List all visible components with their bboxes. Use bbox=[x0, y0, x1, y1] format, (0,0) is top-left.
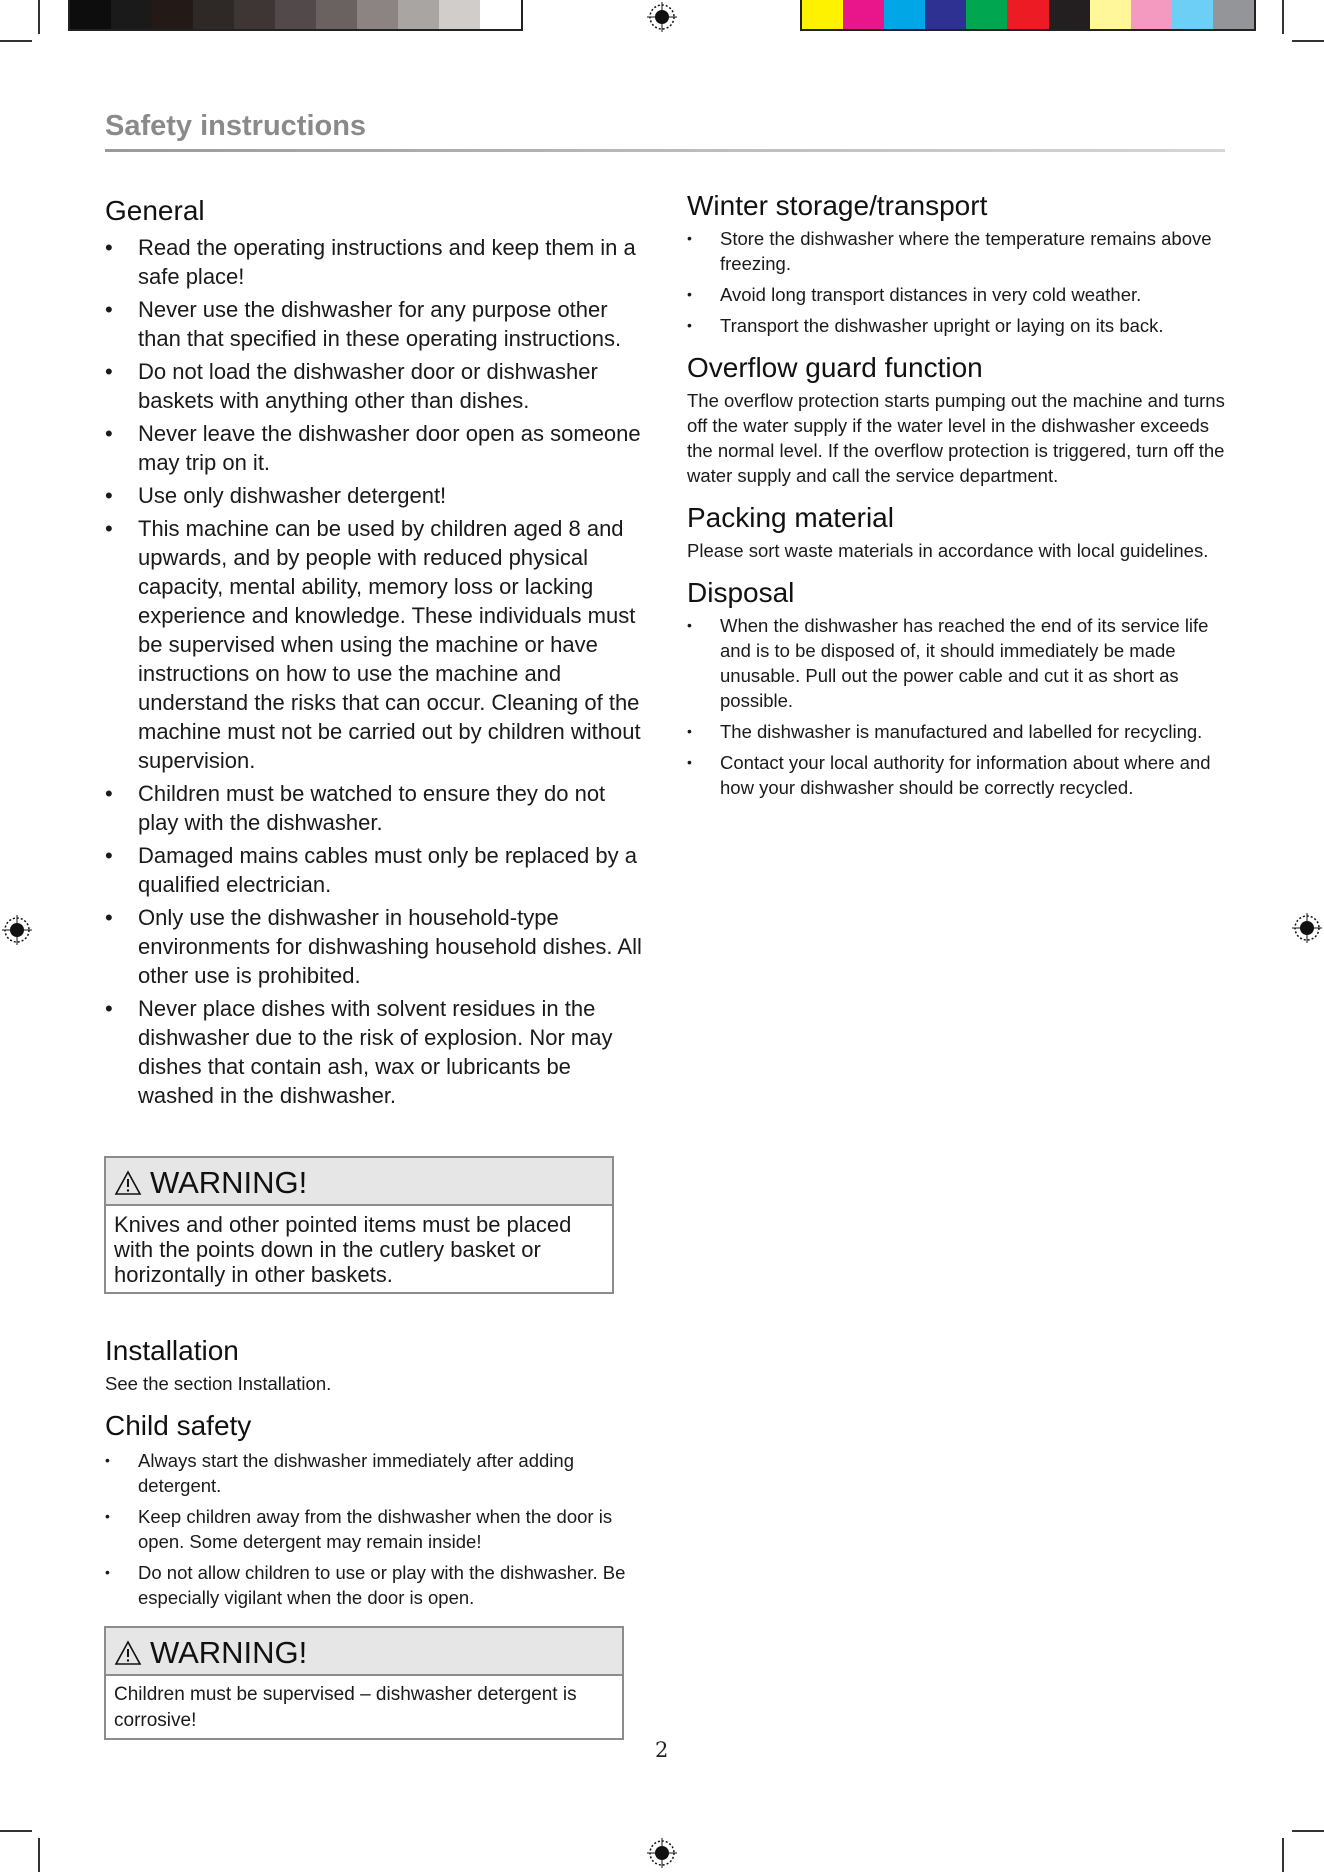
warning-triangle-icon bbox=[114, 1640, 142, 1666]
color-swatch bbox=[1007, 0, 1048, 29]
list-item: • Transport the dishwasher upright or laying on its back. bbox=[687, 313, 1227, 338]
warning-text: Children must be supervised – dishwasher detergent is corrosive! bbox=[114, 1684, 577, 1731]
crop-mark bbox=[1292, 40, 1324, 42]
color-swatch bbox=[966, 0, 1007, 29]
warning-header bbox=[106, 1628, 622, 1676]
list-item: • Never use the dishwasher for any purpose other than that specified in these operating instructions. bbox=[105, 295, 645, 353]
winter-heading: Winter storage/transport bbox=[687, 190, 988, 221]
color-swatch bbox=[234, 0, 275, 29]
list-item: • When the dishwasher has reached the end of its service life and is to be disposed of, it should immediately be made unusable. Pull out the power cable and cut it as short as possible. bbox=[687, 613, 1227, 713]
overflow-heading: Overflow guard function bbox=[687, 352, 983, 383]
color-swatch bbox=[152, 0, 193, 29]
color-swatch bbox=[925, 0, 966, 29]
list-item: • Read the operating instructions and keep them in a safe place! bbox=[105, 233, 645, 291]
general-list bbox=[105, 233, 645, 1110]
disposal-section bbox=[687, 577, 1227, 800]
warning-title: WARNING! bbox=[150, 1635, 308, 1670]
disposal-heading: Disposal bbox=[687, 577, 795, 608]
child-safety-section bbox=[105, 1410, 645, 1610]
list-item: • The dishwasher is manufactured and labelled for recycling. bbox=[687, 719, 1227, 744]
installation-section bbox=[105, 1335, 645, 1396]
warning-box-detergent bbox=[104, 1626, 624, 1740]
color-swatch bbox=[398, 0, 439, 29]
child-safety-list bbox=[105, 1448, 645, 1610]
grayscale-color-bar bbox=[68, 0, 523, 31]
installation-heading: Installation bbox=[105, 1335, 239, 1366]
color-swatch bbox=[884, 0, 925, 29]
left-column bbox=[105, 195, 645, 1118]
crop-mark bbox=[1292, 1830, 1324, 1832]
color-swatch bbox=[316, 0, 357, 29]
list-item: • Damaged mains cables must only be replaced by a qualified electrician. bbox=[105, 841, 645, 899]
winter-section bbox=[687, 190, 1227, 338]
general-heading: General bbox=[105, 195, 205, 226]
right-column bbox=[687, 190, 1227, 814]
list-item: • Store the dishwasher where the temperature remains above freezing. bbox=[687, 226, 1227, 276]
crop-mark bbox=[38, 0, 40, 34]
crop-mark bbox=[1282, 1838, 1284, 1872]
disposal-list bbox=[687, 613, 1227, 800]
color-swatch bbox=[70, 0, 111, 29]
child-safety-heading: Child safety bbox=[105, 1410, 252, 1441]
title-divider bbox=[105, 149, 1225, 152]
crop-mark bbox=[1282, 0, 1284, 34]
registration-mark-icon bbox=[647, 1838, 677, 1868]
registration-mark-icon bbox=[2, 915, 32, 945]
color-swatch bbox=[1090, 0, 1131, 29]
color-swatch bbox=[193, 0, 234, 29]
color-swatch bbox=[1131, 0, 1172, 29]
overflow-section bbox=[687, 352, 1227, 488]
list-item: • Keep children away from the dishwasher when the door is open. Some detergent may remain inside! bbox=[105, 1504, 645, 1554]
winter-list bbox=[687, 226, 1227, 338]
cmyk-color-bar bbox=[800, 0, 1256, 31]
general-section bbox=[105, 195, 645, 1110]
warning-triangle-icon bbox=[114, 1170, 142, 1196]
packing-section bbox=[687, 502, 1227, 563]
color-swatch bbox=[1049, 0, 1090, 29]
list-item: • Only use the dishwasher in household-type environments for dishwashing household dishes. All other use is prohibited. bbox=[105, 903, 645, 990]
warning-header bbox=[106, 1158, 612, 1206]
warning-title: WARNING! bbox=[150, 1165, 308, 1200]
color-swatch bbox=[802, 0, 843, 29]
color-swatch bbox=[111, 0, 152, 29]
color-swatch bbox=[275, 0, 316, 29]
list-item: • Do not load the dishwasher door or dishwasher baskets with anything other than dishes. bbox=[105, 357, 645, 415]
packing-heading: Packing material bbox=[687, 502, 894, 533]
registration-mark-icon bbox=[1292, 913, 1322, 943]
overflow-text: The overflow protection starts pumping out the machine and turns off the water supply if the water level in the dishwasher exceeds the normal level. If the overflow protection is triggered, turn off the water supply and call the service department. bbox=[687, 390, 1225, 486]
crop-mark bbox=[0, 40, 32, 42]
color-swatch bbox=[439, 0, 480, 29]
page-title: Safety instructions bbox=[105, 110, 367, 142]
list-item: • Use only dishwasher detergent! bbox=[105, 481, 645, 510]
color-swatch bbox=[357, 0, 398, 29]
registration-mark-icon bbox=[647, 2, 677, 32]
installation-text: See the section Installation. bbox=[105, 1373, 332, 1394]
warning-box-knives bbox=[104, 1156, 614, 1294]
packing-text: Please sort waste materials in accordance with local guidelines. bbox=[687, 540, 1209, 561]
list-item: • This machine can be used by children aged 8 and upwards, and by people with reduced physical capacity, mental ability, memory loss or lacking experience and knowledge. These individuals must be supervised when using the machine or have instructions on how to use the machine and understand the risks that can occur. Cleaning of the machine must not be carried out by children without supervision. bbox=[105, 514, 645, 775]
list-item: • Never leave the dishwasher door open as someone may trip on it. bbox=[105, 419, 645, 477]
list-item: • Avoid long transport distances in very cold weather. bbox=[687, 282, 1227, 307]
color-swatch bbox=[480, 0, 521, 29]
color-swatch bbox=[1213, 0, 1254, 29]
list-item: • Always start the dishwasher immediately after adding detergent. bbox=[105, 1448, 645, 1498]
color-swatch bbox=[1172, 0, 1213, 29]
page-number: 2 bbox=[655, 1738, 669, 1762]
list-item: • Contact your local authority for information about where and how your dishwasher should be correctly recycled. bbox=[687, 750, 1227, 800]
color-swatch bbox=[843, 0, 884, 29]
lower-left-column bbox=[105, 1335, 645, 1618]
list-item: • Children must be watched to ensure they do not play with the dishwasher. bbox=[105, 779, 645, 837]
warning-text: Knives and other pointed items must be placed with the points down in the cutlery basket or horizontally in other baskets. bbox=[114, 1212, 572, 1287]
crop-mark bbox=[38, 1838, 40, 1872]
list-item: • Do not allow children to use or play with the dishwasher. Be especially vigilant when the door is open. bbox=[105, 1560, 645, 1610]
crop-mark bbox=[0, 1830, 32, 1832]
list-item: • Never place dishes with solvent residues in the dishwasher due to the risk of explosion. Nor may dishes that contain ash, wax or lubricants be washed in the dishwasher. bbox=[105, 994, 645, 1110]
